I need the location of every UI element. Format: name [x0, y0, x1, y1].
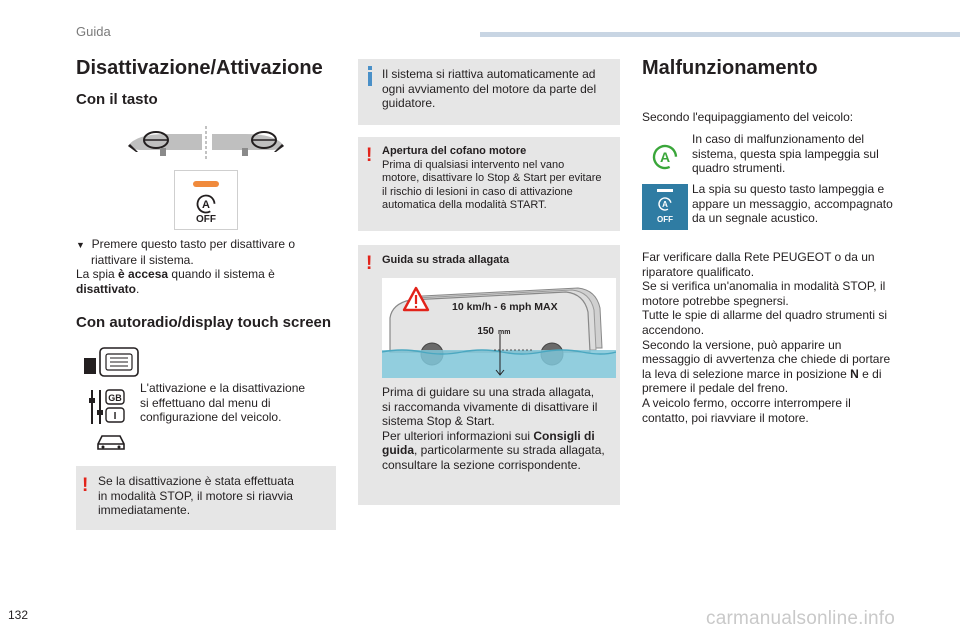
indicator-led: [657, 189, 673, 192]
flood-depth-value: 150: [477, 326, 494, 337]
subtitle-touchscreen: Con autoradio/display touch screen: [76, 314, 332, 331]
flood-advice-text: Prima di guidare su una strada allagata, si raccomanda vivamente di disattivare il sistema Stop & Start. Per ulteriori informazioni sui Consigli di guida, particolarmente su strada allagata, consultare la sezione corrispondente.: [382, 385, 605, 472]
auto-a-warning-icon: [650, 143, 680, 171]
svg-text:A: A: [202, 199, 210, 211]
warning-mark: !: [82, 475, 89, 496]
flood-speed-label: 10 km/h - 6 mph MAX: [452, 301, 558, 313]
equipment-intro: Secondo l'equipaggiamento del veicolo:: [642, 110, 854, 124]
svg-text:A: A: [659, 149, 671, 165]
info-mark: [368, 72, 372, 86]
car-icon: [94, 432, 128, 452]
bullet-instruction: ▼ Premere questo tasto per disattivare o riattivare il sistema. La spia è accesa quando il sistema è disattivato.: [76, 237, 296, 296]
menu-instruction: L'attivazione e la disattivazione si effettuano dal menu di configurazione del veicolo.: [140, 381, 306, 425]
malfunction-body: Far verificare dalla Rete PEUGEOT o da un riparatore qualificato. Se si verifica un'anomalia in modalità STOP, il motore potrebbe spegnersi. Tutte le spie di allarme del quadro strumenti si accendono. Secondo la versione, può apparire un messaggio di avvertenza che chiede di portare la leva di selezione marce in posizione N e di premere il pedale del freno. A veicolo fermo, occorre interrompere il contatto, poi riavviare il motore.: [642, 250, 891, 425]
page-number: 132: [8, 608, 29, 622]
flood-depth-unit: mm: [498, 329, 511, 336]
indicator-led: [193, 181, 219, 187]
case2-text: La spia su questo tasto lampeggia e appare un messaggio, accompagnato da un segnale acustico.: [692, 182, 893, 226]
info-reactivation-text: Il sistema si riattiva automaticamente ad ogni avviamento del motore da parte del guidatore.: [382, 67, 597, 111]
case1-text: In caso di malfunzionamento del sistema, questa spia lampeggia sul quadro strumenti.: [692, 132, 879, 176]
steering-wheel-illustration: [126, 124, 286, 162]
right-title: Malfunzionamento: [642, 57, 818, 79]
warning-restart-text: Se la disattivazione è stata effettuata in modalità STOP, il motore si riavvia immediatamente.: [98, 474, 294, 518]
settings-menu-icon: [84, 346, 142, 378]
off-button-flashing-icon: [642, 184, 688, 230]
header-accent-bar: [480, 32, 960, 37]
watermark: carmanualsonline.info: [706, 608, 896, 629]
svg-text:A: A: [662, 200, 668, 209]
warning-mark: !: [366, 253, 373, 274]
svg-text:GB: GB: [108, 393, 122, 403]
auto-a-icon: [195, 193, 217, 215]
warning-mark: !: [366, 145, 373, 166]
subtitle-button: Con il tasto: [76, 91, 158, 108]
off-label: OFF: [196, 214, 216, 225]
section-label: Guida: [76, 24, 111, 39]
warning-flood-title: Guida su strada allagata: [382, 254, 510, 266]
off-label: OFF: [657, 215, 673, 224]
svg-text:I: I: [113, 411, 117, 422]
stop-start-off-button: [174, 170, 238, 230]
flooded-road-illustration: [382, 278, 616, 378]
vehicle-config-icon: [88, 388, 132, 428]
auto-a-icon: [657, 196, 673, 212]
warning-bonnet-text: Apertura del cofano motore Prima di qualsiasi intervento nel vano motore, disattivare lo Stop & Start per evitare il rischio di lesioni in caso di attivazione automatica della modalità START.: [382, 145, 602, 212]
left-title: Disattivazione/Attivazione: [76, 57, 323, 79]
